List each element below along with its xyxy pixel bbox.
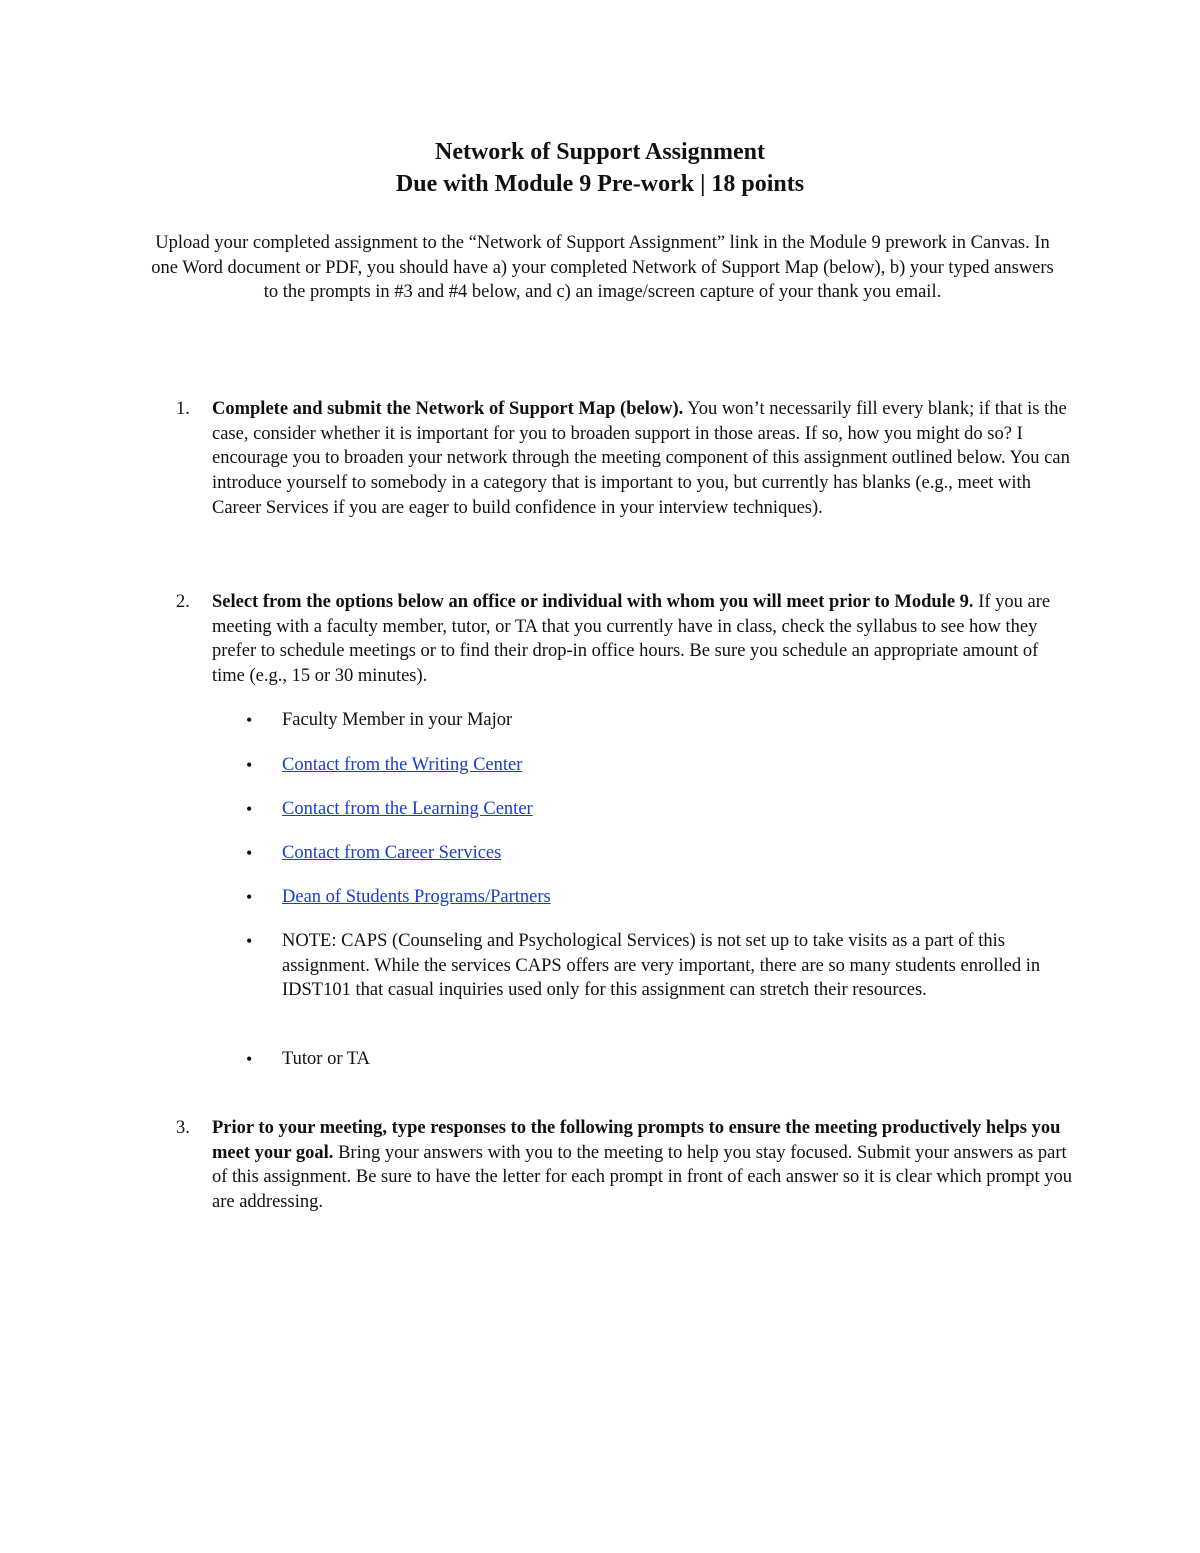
item-lead: Select from the options below an office or individual with whom you will meet prior to Module 9. [212, 592, 974, 612]
instruction-item-2 [212, 590, 1072, 689]
instruction-item-1 [212, 397, 1072, 521]
option-item [282, 885, 1072, 910]
intro-paragraph: Upload your completed assignment to the “Network of Support Assignment” link in the Module 9 prework in Canvas. In one Word document or PDF, you should have a) your completed Network of Support Map (below), b) your typed answers to the prompts in #3 and #4 below, and c) an image/screen capture of your thank you email. [151, 233, 1054, 303]
instruction-item-3 [212, 1116, 1072, 1215]
item-lead: Prior to your meeting, type responses to the following prompts to ensure the meeting productively helps you meet your goal. [212, 1118, 1061, 1163]
bullet-icon: • [246, 710, 253, 730]
writing-center-link[interactable]: Contact from the Writing Center [282, 755, 523, 775]
dean-of-students-link[interactable]: Dean of Students Programs/Partners [282, 887, 551, 907]
item-body: You won’t necessarily fill every blank; if that is the case, consider whether it is important for you to broaden support in those areas. If so, how you might do so? I encourage you to broaden your network through the meeting component of this assignment outlined below. You can introduce yourself to somebody in a category that is important to you, but currently has blanks (e.g., meet with Career Services if you are eager to build confidence in your interview techniques). [212, 399, 1070, 518]
item-number: 1. [176, 399, 190, 419]
bullet-icon: • [246, 1049, 253, 1069]
option-item: Faculty Member in your Major [282, 710, 513, 730]
bullet-icon: • [246, 887, 253, 907]
document-subtitle: Due with Module 9 Pre-work | 18 points [395, 171, 805, 197]
career-services-link[interactable]: Contact from Career Services [282, 843, 502, 863]
learning-center-link[interactable]: Contact from the Learning Center [282, 799, 533, 819]
bullet-icon: • [246, 755, 253, 775]
bullet-icon: • [246, 799, 253, 819]
option-item [282, 753, 1072, 778]
item-number: 3. [176, 1118, 190, 1138]
caps-note: NOTE: CAPS (Counseling and Psychological Services) is not set up to take visits as a part of this assignment. While the services CAPS offers are very important, there are so many students enrolled in IDST101 that casual inquiries used only for this assignment can stretch their resources. [282, 931, 1041, 1001]
bullet-icon: • [246, 931, 253, 951]
option-item: Tutor or TA [282, 1049, 370, 1069]
item-lead: Complete and submit the Network of Support Map (below). [212, 399, 684, 419]
document-title: Network of Support Assignment [434, 139, 766, 165]
item-body: If you are meeting with a faculty member, tutor, or TA that you currently have in class, check the syllabus to see how they prefer to schedule meetings or to find their drop-in office hours. Be sure you schedule an appropriate amount of time (e.g., 15 or 30 minutes). [212, 592, 1051, 687]
option-item [282, 841, 1072, 866]
bullet-icon: • [246, 843, 253, 863]
item-number: 2. [176, 592, 190, 612]
item-body: Bring your answers with you to the meeting to help you stay focused. Submit your answers as part of this assignment. Be sure to have the letter for each prompt in front of each answer so it is clear which prompt you are addressing. [212, 1142, 1073, 1213]
option-item [282, 797, 1072, 822]
